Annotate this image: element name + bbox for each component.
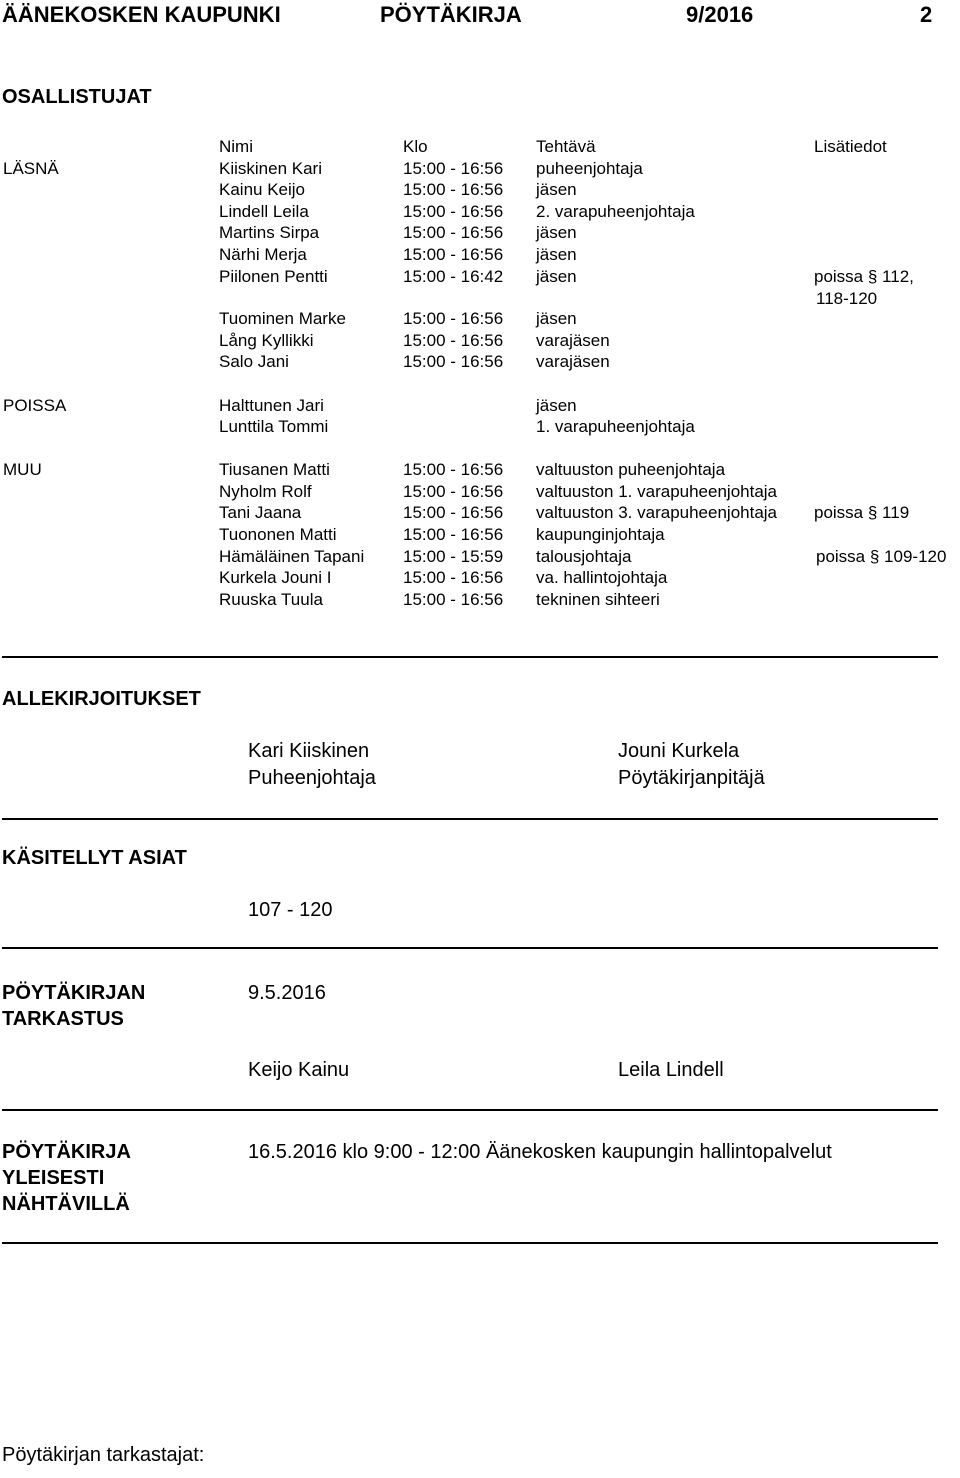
attendee-role: varajäsen [536,352,610,371]
attendee-name: Tiusanen Matti [219,460,330,479]
attendee-role: valtuuston 1. varapuheenjohtaja [536,482,778,501]
attendee-role: jäsen [536,396,577,415]
attendee-time: 15:00 - 16:56 [403,245,504,264]
page-number: 2 [920,2,933,27]
chair-title: Puheenjohtaja [248,767,376,789]
secretary-name: Jouni Kurkela [618,740,740,762]
publication-heading-line: PÖYTÄKIRJA [2,1141,131,1163]
column-header-name: Nimi [219,137,253,156]
divider [2,1242,938,1244]
attendee-time: 15:00 - 16:56 [403,352,504,371]
document-type: PÖYTÄKIRJA [380,2,522,27]
attendee-time: 15:00 - 16:56 [403,180,504,199]
attendee-name: Tani Jaana [219,503,302,522]
attendee-name: Närhi Merja [219,245,307,264]
attendance-group-label: LÄSNÄ [3,159,59,178]
publication-heading-line: NÄHTÄVILLÄ [2,1193,130,1215]
attendee-time: 15:00 - 16:56 [403,159,504,178]
attendee-role: varajäsen [536,331,610,350]
attendee-role: jäsen [536,245,577,264]
attendee-time: 15:00 - 16:56 [403,309,504,328]
divider [2,818,938,820]
attendee-name: Lunttila Tommi [219,417,329,436]
attendee-role: jäsen [536,267,577,286]
footer-reviewers-label: Pöytäkirjan tarkastajat: [2,1444,205,1466]
org-name: ÄÄNEKOSKEN KAUPUNKI [2,2,281,27]
attendee-role: kaupunginjohtaja [536,525,665,544]
attendee-time: 15:00 - 16:56 [403,590,504,609]
review-date: 9.5.2016 [248,982,326,1004]
divider [2,1109,938,1111]
divider [2,947,938,949]
attendee-role: tekninen sihteeri [536,590,660,609]
attendee-note: poissa § 119 [814,503,910,522]
attendee-time: 15:00 - 16:56 [403,331,504,350]
attendee-name: Nyholm Rolf [219,482,312,501]
review-heading [2,980,145,1032]
attendee-role: 2. varapuheenjohtaja [536,202,695,221]
attendee-name: Kiiskinen Kari [219,159,322,178]
handled-heading: KÄSITELLYT ASIAT [2,847,187,869]
attendee-name: Tuominen Marke [219,309,346,328]
attendee-name: Ruuska Tuula [219,590,323,609]
attendee-name: Tuononen Matti [219,525,337,544]
review-heading-line: PÖYTÄKIRJAN [2,982,146,1004]
reviewer-1: Keijo Kainu [248,1059,350,1081]
attendee-time: 15:00 - 16:56 [403,223,504,242]
column-header-notes: Lisätiedot [814,137,887,156]
attendee-role: va. hallintojohtaja [536,568,668,587]
attendee-role: puheenjohtaja [536,159,643,178]
publication-info: 16.5.2016 klo 9:00 - 12:00 Äänekosken kaupungin hallintopalvelut [248,1141,832,1163]
attendee-note: poissa § 112, [814,267,914,286]
attendee-role: jäsen [536,223,577,242]
attendee-role: 1. varapuheenjohtaja [536,417,695,436]
column-header-time: Klo [403,137,428,156]
divider [2,656,938,658]
attendee-name: Salo Jani [219,352,289,371]
publication-heading-line: YLEISESTI [2,1167,105,1189]
attendee-role: valtuuston 3. varapuheenjohtaja [536,503,778,522]
attendee-role: valtuuston puheenjohtaja [536,460,726,479]
attendee-name: Kurkela Jouni I [219,568,332,587]
attendee-name: Lång Kyllikki [219,331,314,350]
attendee-name: Lindell Leila [219,202,309,221]
handled-items: 107 - 120 [248,899,333,921]
attendee-note-continued: 118-120 [816,289,878,308]
reviewer-2: Leila Lindell [618,1059,724,1081]
attendee-name: Martins Sirpa [219,223,320,242]
issue-number: 9/2016 [686,2,754,27]
attendance-group-label: MUU [3,460,42,479]
attendee-name: Kainu Keijo [219,180,306,199]
attendee-name: Piilonen Pentti [219,267,328,286]
publication-heading [2,1139,131,1217]
secretary-title: Pöytäkirjanpitäjä [618,767,765,789]
attendee-time: 15:00 - 16:42 [403,267,504,286]
attendee-time: 15:00 - 16:56 [403,202,504,221]
attendee-time: 15:00 - 16:56 [403,482,504,501]
signatures-heading: ALLEKIRJOITUKSET [2,688,201,710]
attendee-name: Halttunen Jari [219,396,324,415]
attendee-role: jäsen [536,309,577,328]
attendee-role: talousjohtaja [536,547,632,566]
attendee-name: Hämäläinen Tapani [219,547,365,566]
review-heading-line: TARKASTUS [2,1008,124,1030]
chair-name: Kari Kiiskinen [248,740,370,762]
attendee-role: jäsen [536,180,577,199]
attendee-time: 15:00 - 15:59 [403,547,504,566]
attendee-time: 15:00 - 16:56 [403,525,504,544]
column-header-role: Tehtävä [536,137,596,156]
attendance-group-label: POISSA [3,396,67,415]
attendee-note: poissa § 109-120 [816,547,947,566]
attendee-time: 15:00 - 16:56 [403,460,504,479]
attendee-time: 15:00 - 16:56 [403,568,504,587]
attendees-heading: OSALLISTUJAT [2,86,152,108]
attendee-time: 15:00 - 16:56 [403,503,504,522]
